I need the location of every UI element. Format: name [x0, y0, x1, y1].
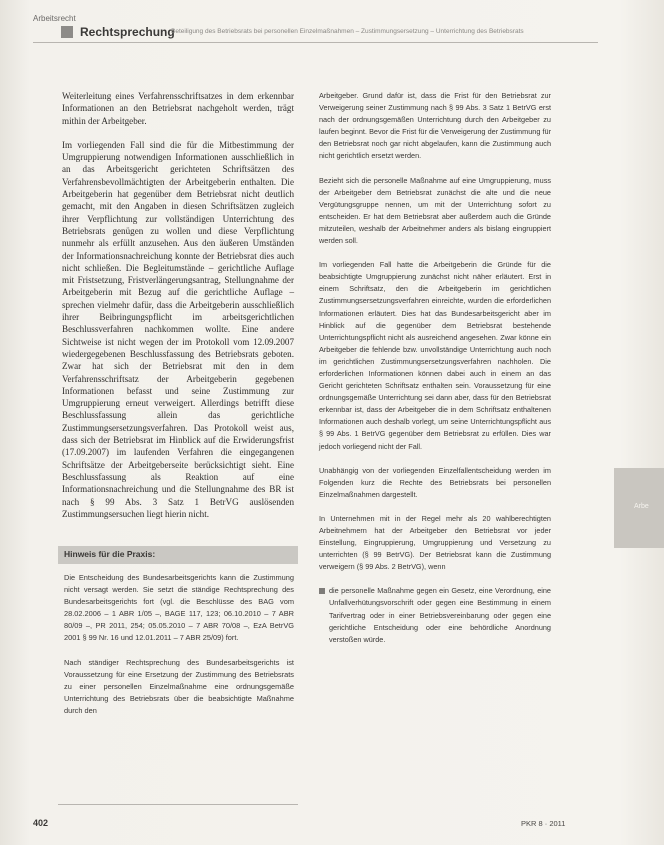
left-column — [62, 90, 294, 532]
practice-note-box — [58, 546, 298, 808]
right-paragraph-3: Im vorliegenden Fall hatte die Arbeitgeberin die Gründe für die beabsichtigte Umgruppierung zunächst nicht näher erläutert. Erst in einem Schriftsatz, den die Arbeitgeberin im gerichtlichen Zustimmungsersetzungsverfahren einreichte, wurden die erforderlichen Informationen erläutert. Dies hat das Bundesarbeitsgericht aber im Hinblick auf die gegenüber dem Betriebsrat bestehende Unterrichtungspflicht nicht als ausreichend angesehen. Zwar könne ein Arbeitgeber die fehlende bzw. unvollständige Unterrichtung auch noch im gerichtlichen Zustimmungsersetzungsverfahren nachholen. Die erforderlichen Informationen können dabei auch in einem an das Gericht gerichteten Schriftsatz enthalten sein. Voraussetzung für eine ordnungsgemäße Unterrichtung sei dann aber, dass für den Betriebsrat erkennbar ist, dass der Arbeitgeber die in dem Schriftsatz enthaltenen Informationen auch deshalb vorlegt, um seine Unterrichtungspflicht aus § 99 Abs. 1 BetrVG gegenüber dem Betriebsrat zu erfüllen. Dies war jedoch vorliegend nicht der Fall. — [319, 260, 551, 451]
right-paragraph-1: Arbeitgeber. Grund dafür ist, dass die Frist für den Betriebsrat zur Verweigerung seiner Zustimmung nach § 99 Abs. 3 Satz 1 BetrVG erst nach der ordnungsgemäßen Unterrichtung durch den Arbeitgeber zu laufen beginnt. Bevor die Frist für die Verweigerung der Zustimmung für den Betriebsrat noch gar nicht abgelaufen, kann die Zustimmung auch nicht gerichtlich ersetzt werden. — [319, 91, 551, 161]
right-paragraph-2: Bezieht sich die personelle Maßnahme auf eine Umgruppierung, muss der Arbeitgeber dem Betriebsrat zunächst die alte und die neue Vergütungsgruppe nennen, um mit der Unterrichtung sofort zu entscheiden. Er hat dem Betriebsrat aber außerdem auch die Gründe mitzuteilen, weshalb der Arbeitnehmer anders als bislang eingruppiert werden soll. — [319, 175, 551, 246]
practice-paragraph-1: Die Entscheidung des Bundesarbeitsgerichts kann die Zustimmung nicht versagt werden. Sie setzt die ständige Rechtsprechung des Bundesarbeitsgerichts fort (vgl. die Beschlüsse des BAG vom 28.02.2006 – 1 ABR 1/05 –, BAGE 117, 123; 06.10.2010 – 7 ABR 80/09 –, PR 2011, 254; 05.05.2010 – 7 ABR 70/08 –, EzA BetrVG 2001 § 99 Nr. 16 und 12.01.2011 – 7 ABR 25/09) fort. — [64, 573, 294, 643]
left-paragraph-2: Im vorliegenden Fall sind die für die Mitbestimmung der Umgruppierung notwendigen Informationen ausschließlich in an das Arbeitsgericht gerichteten Schriftsätzen des Verfahrensbevollmächtigten der Arbeitgeberin enthalten. Die Arbeitgeberin hat gegenüber dem Betriebsrat nicht deutlich gemacht, mit den Angaben in diesen Schriftsätzen zugleich ihrer Verpflichtung zur vollständigen Unterrichtung des Betriebsrats genügen zu wollen und diese Verpflichtung nunmehr als erfüllt anzusehen. Aus den äußeren Umständen der Informationsnachreichung konnte der Betriebsrat dies auch nicht schließen. Die Begleitumstände – gerichtliche Auflage mit Fristsetzung, Fristverlängerungsantrag, Stellungnahme der Arbeitgeberin mit Bezug auf die gerichtliche Auflage – sprechen vielmehr dafür, dass die Arbeitgeberin ausschließlich ihrer Beibringungspflicht im arbeitsgerichtlichen Beschlussverfahren nachkommen wollte. Eine andere Sichtweise ist nicht wegen der im Protokoll vom 12.09.2007 wiedergegebenen Beschlussfassung des Betriebsrats geboten. Zwar hat sich der Betriebsrat mit den in dem Verfahrensschriftsatz der Arbeitgeberin gegebenen Informationen befasst und seine Zustimmung zur Umgruppierung erneut verweigert. Allerdings betrifft diese Beschlussfassung allein das gerichtliche Zustimmungsersetzungsverfahren. Das Protokoll weist aus, dass sich der Betriebsrat im Hinblick auf die Erwiderungsfrist (17.09.2007) im laufenden Verfahren die eingegangenen Schriftsätze der Arbeitgeberseite berücksichtigt sieht. Eine Beschlussfassung als Reaktion auf eine Informationsnachreichung und die Stellungnahme des BR ist nach § 99 Abs. 3 Satz 1 BetrVG auslösenden Zustimmungsersuchen liegt hierin nicht. — [62, 139, 294, 519]
practice-paragraph-2: Nach ständiger Rechtsprechung des Bundesarbeitsgerichts ist Voraussetzung für eine Ersetzung der Zustimmung des Betriebsrats zu einer personellen Einzelmaßnahme eine ordnungsgemäße Unterrichtung des Betriebsrats über die beabsichtigte Maßnahme durch den — [64, 657, 294, 715]
page-number: 402 — [33, 818, 49, 828]
right-paragraph-4: Unabhängig von der vorliegenden Einzelfallentscheidung werden im Folgenden kurz die Rechte des Betriebsrats bei personellen Einzelmaßnahmen dargestellt. — [319, 465, 551, 499]
right-column — [319, 90, 551, 658]
journal-footer: PKR 8 · 2011 — [521, 819, 566, 828]
side-tab-label: Arbe — [634, 503, 649, 510]
right-paragraph-5: In Unternehmen mit in der Regel mehr als 20 wahlberechtigten Arbeitnehmern hat der Arbeitgeber den Betriebsrat vor jeder Einstellung, Eingruppierung, Umgruppierung und Versetzung zu unterrichten (§ 99 BetrVG). Der Betriebsrat kann die Zustimmung verweigern (§ 99 Abs. 2 BetrVG), wenn — [319, 513, 551, 572]
square-bullet-icon — [319, 588, 325, 594]
header-subtitle: Beteiligung des Betriebsrats bei personellen Einzelmaßnahmen – Zustimmungsersetzung – Unterrichtung des Betriebsrats — [171, 28, 524, 35]
bullet-item — [319, 585, 551, 645]
practice-note-rule — [58, 804, 298, 805]
left-paragraph-1: Weiterleitung eines Verfahrensschriftsatzes in dem erkennbar Informationen an den Betriebsrat nachgeholt werden, trägt mithin der Arbeitgeber. — [62, 91, 294, 126]
practice-note-body — [64, 572, 294, 729]
practice-note-heading: Hinweis für die Praxis: — [64, 549, 156, 559]
side-thumb-tab — [614, 468, 664, 548]
running-header — [33, 26, 598, 43]
section-label: Arbeitsrecht — [33, 14, 76, 23]
bullet-item-text: die personelle Maßnahme gegen ein Gesetz, eine Verordnung, eine Unfallverhütungsvorschrift oder gegen eine Bestimmung in einem Tarifvertrag oder in einer Betriebsvereinbarung oder gegen eine gerichtliche Entscheidung oder eine behördliche Anordnung verstoßen würde. — [329, 586, 551, 644]
header-title: Rechtsprechung — [80, 25, 175, 39]
practice-note-header — [58, 546, 298, 564]
header-marker-square — [61, 26, 73, 38]
